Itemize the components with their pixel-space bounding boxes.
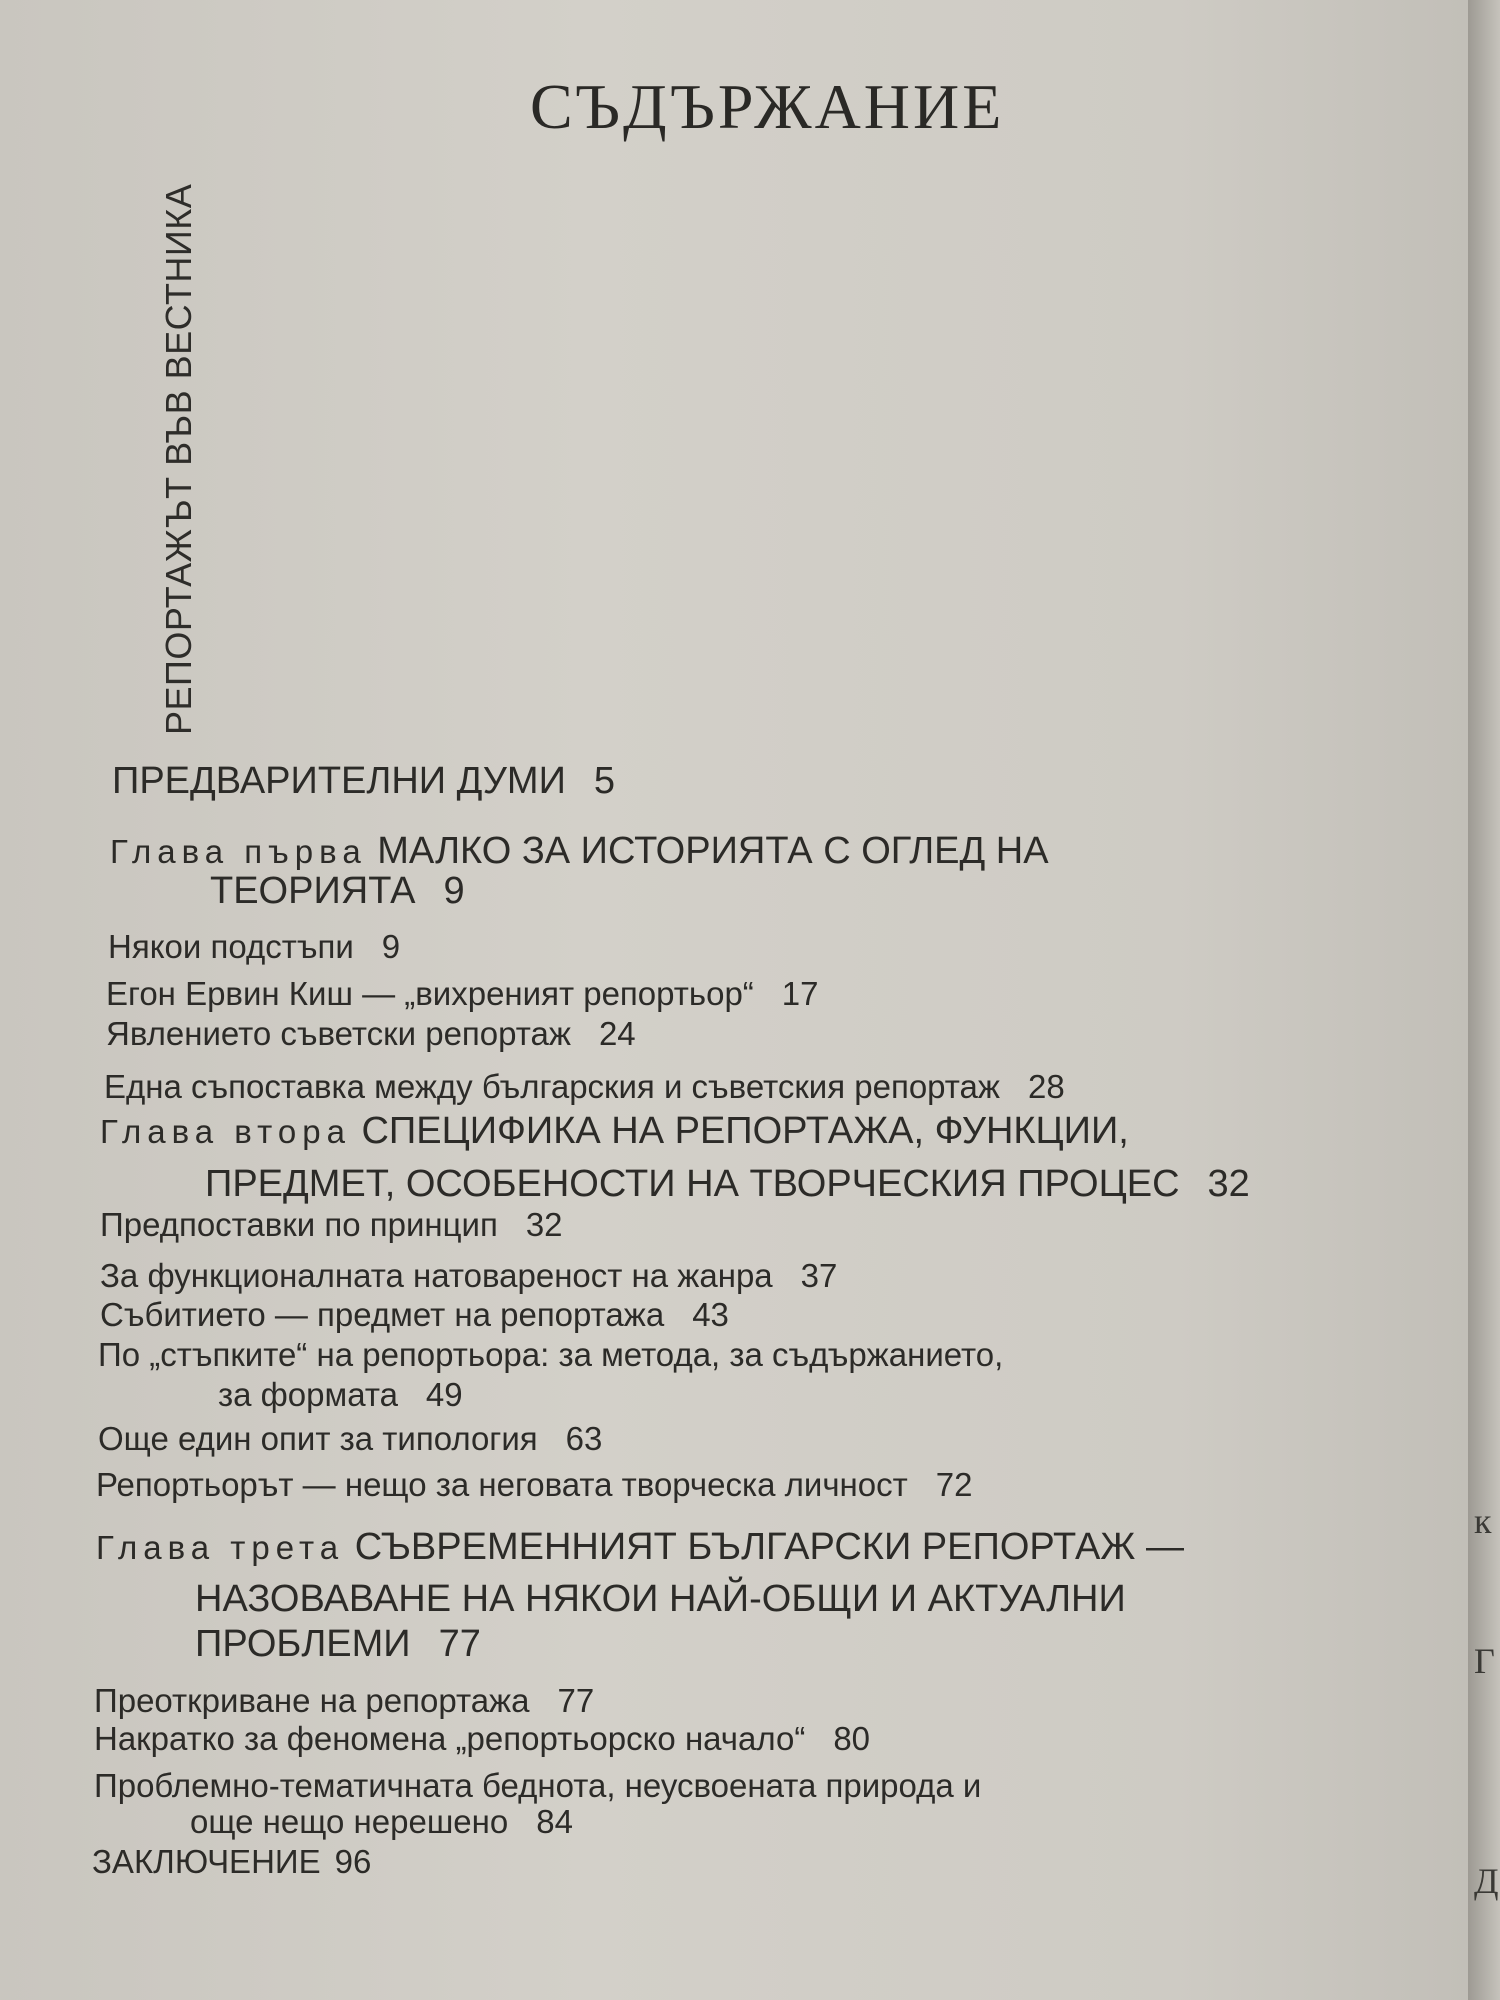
toc-entry-page: 9: [381, 928, 401, 965]
toc-entry: [100, 1296, 729, 1334]
toc-entry: [195, 1623, 481, 1666]
toc-entry-text: още нещо нерешено: [190, 1803, 509, 1840]
toc-entry-text: Предпоставки по принцип: [100, 1206, 498, 1243]
toc-entry-text: ТЕОРИЯТА: [210, 870, 416, 912]
toc-entry-page: 43: [692, 1296, 729, 1333]
toc-entry-text: ПРЕДВАРИТЕЛНИ ДУМИ: [112, 760, 566, 802]
toc-entry-page: 77: [438, 1623, 481, 1665]
toc-entry-text: Проблемно-тематичната беднота, неусвоената природа и: [94, 1767, 982, 1804]
toc-entry-page: 32: [1207, 1163, 1250, 1205]
toc-entry-text: СПЕЦИФИКА НА РЕПОРТАЖА, ФУНКЦИИ,: [361, 1110, 1129, 1152]
toc-entry-text: Накратко за феномена „репортьорско начало“: [94, 1720, 806, 1757]
toc-entry-text: По „стъпките“ на репортьора: за метода, за съдържанието,: [98, 1336, 1004, 1373]
toc-entry: [108, 928, 400, 966]
toc-entry-page: 37: [800, 1257, 838, 1294]
toc-entry: [92, 1843, 371, 1881]
toc-entry-text: ПРЕДМЕТ, ОСОБЕНОСТИ НА ТВОРЧЕСКИЯ ПРОЦЕС: [205, 1163, 1180, 1205]
toc-entry-page: 84: [536, 1803, 573, 1840]
toc-entry: [104, 1068, 1065, 1106]
chapter-label: Глава трета: [96, 1529, 345, 1566]
chapter-label: Глава първа: [110, 833, 367, 870]
toc-entry-text: СЪВРЕМЕННИЯТ БЪЛГАРСКИ РЕПОРТАЖ —: [354, 1526, 1184, 1568]
toc-entry-page: 77: [557, 1682, 595, 1719]
toc-entry-page: 80: [833, 1720, 871, 1757]
toc-entry-page: 5: [593, 760, 616, 802]
edge-glyph: Г: [1474, 1641, 1495, 1681]
toc-entry: [94, 1720, 870, 1758]
toc-entry: [210, 870, 465, 913]
toc-entry-page: 28: [1027, 1068, 1065, 1105]
toc-chapter-heading: [110, 830, 1049, 873]
toc-entry-page: 72: [935, 1466, 973, 1503]
toc-entry: [96, 1466, 972, 1504]
toc-entry-text: Събитието — предмет на репортажа: [100, 1296, 665, 1333]
toc-entry: [195, 1578, 1126, 1621]
running-title-vertical: РЕПОРТАЖЪТ ВЪВ ВЕСТНИКА: [158, 183, 199, 735]
toc-entry-text: ЗАКЛЮЧЕНИЕ: [92, 1843, 321, 1880]
toc-entry-text: за формата: [218, 1376, 398, 1413]
toc-entry: [205, 1163, 1250, 1206]
toc-entry-page: 24: [598, 1015, 636, 1052]
toc-entry: [190, 1803, 573, 1841]
toc-chapter-heading: [96, 1526, 1184, 1569]
next-page-edge: [1468, 0, 1500, 2000]
toc-entry-page: 49: [425, 1376, 463, 1413]
toc-entry-page: 9: [443, 870, 465, 912]
toc-entry-page: 96: [334, 1843, 372, 1880]
toc-entry: [100, 1206, 563, 1244]
toc-chapter-heading: [100, 1110, 1129, 1153]
edge-glyph: к: [1474, 1501, 1492, 1541]
toc-entry-text: Преоткриване на репортажа: [94, 1682, 530, 1719]
toc-entry-page: 63: [565, 1420, 603, 1457]
toc-entry: [98, 1336, 1003, 1374]
toc-entry-text: Още един опит за типология: [98, 1420, 538, 1457]
toc-entry-text: МАЛКО ЗА ИСТОРИЯТА С ОГЛЕД НА: [377, 830, 1049, 872]
toc-entry: [112, 760, 615, 803]
toc-entry-text: ПРОБЛЕМИ: [195, 1623, 411, 1665]
toc-entry: [94, 1767, 981, 1805]
toc-entry-text: НАЗОВАВАНЕ НА НЯКОИ НАЙ-ОБЩИ И АКТУАЛНИ: [195, 1578, 1126, 1620]
toc-entry-text: Една съпоставка между българския и съветския репортаж: [104, 1068, 1000, 1105]
page-title: СЪДЪРЖАНИЕ: [530, 71, 1005, 142]
toc-entry-text: Някои подстъпи: [108, 928, 354, 965]
toc-entry-text: Егон Ервин Киш — „вихреният репортьор“: [106, 975, 754, 1012]
toc-entry: [218, 1376, 463, 1414]
toc-entry-page: 32: [525, 1206, 563, 1243]
edge-glyph: Д: [1474, 1861, 1499, 1901]
toc-entry: [98, 1420, 602, 1458]
toc-entry: [106, 1015, 636, 1053]
toc-entry-text: Явлението съветски репортаж: [106, 1015, 571, 1052]
chapter-label: Глава втора: [100, 1113, 351, 1150]
toc-entry: [100, 1257, 837, 1295]
toc-entry: [106, 975, 819, 1013]
toc-entry: [94, 1682, 594, 1720]
toc-entry-text: За функционалната натовареност на жанра: [100, 1257, 773, 1294]
toc-entry-page: 17: [781, 975, 819, 1012]
toc-entry-text: Репортьорът — нещо за неговата творческа личност: [96, 1466, 908, 1503]
